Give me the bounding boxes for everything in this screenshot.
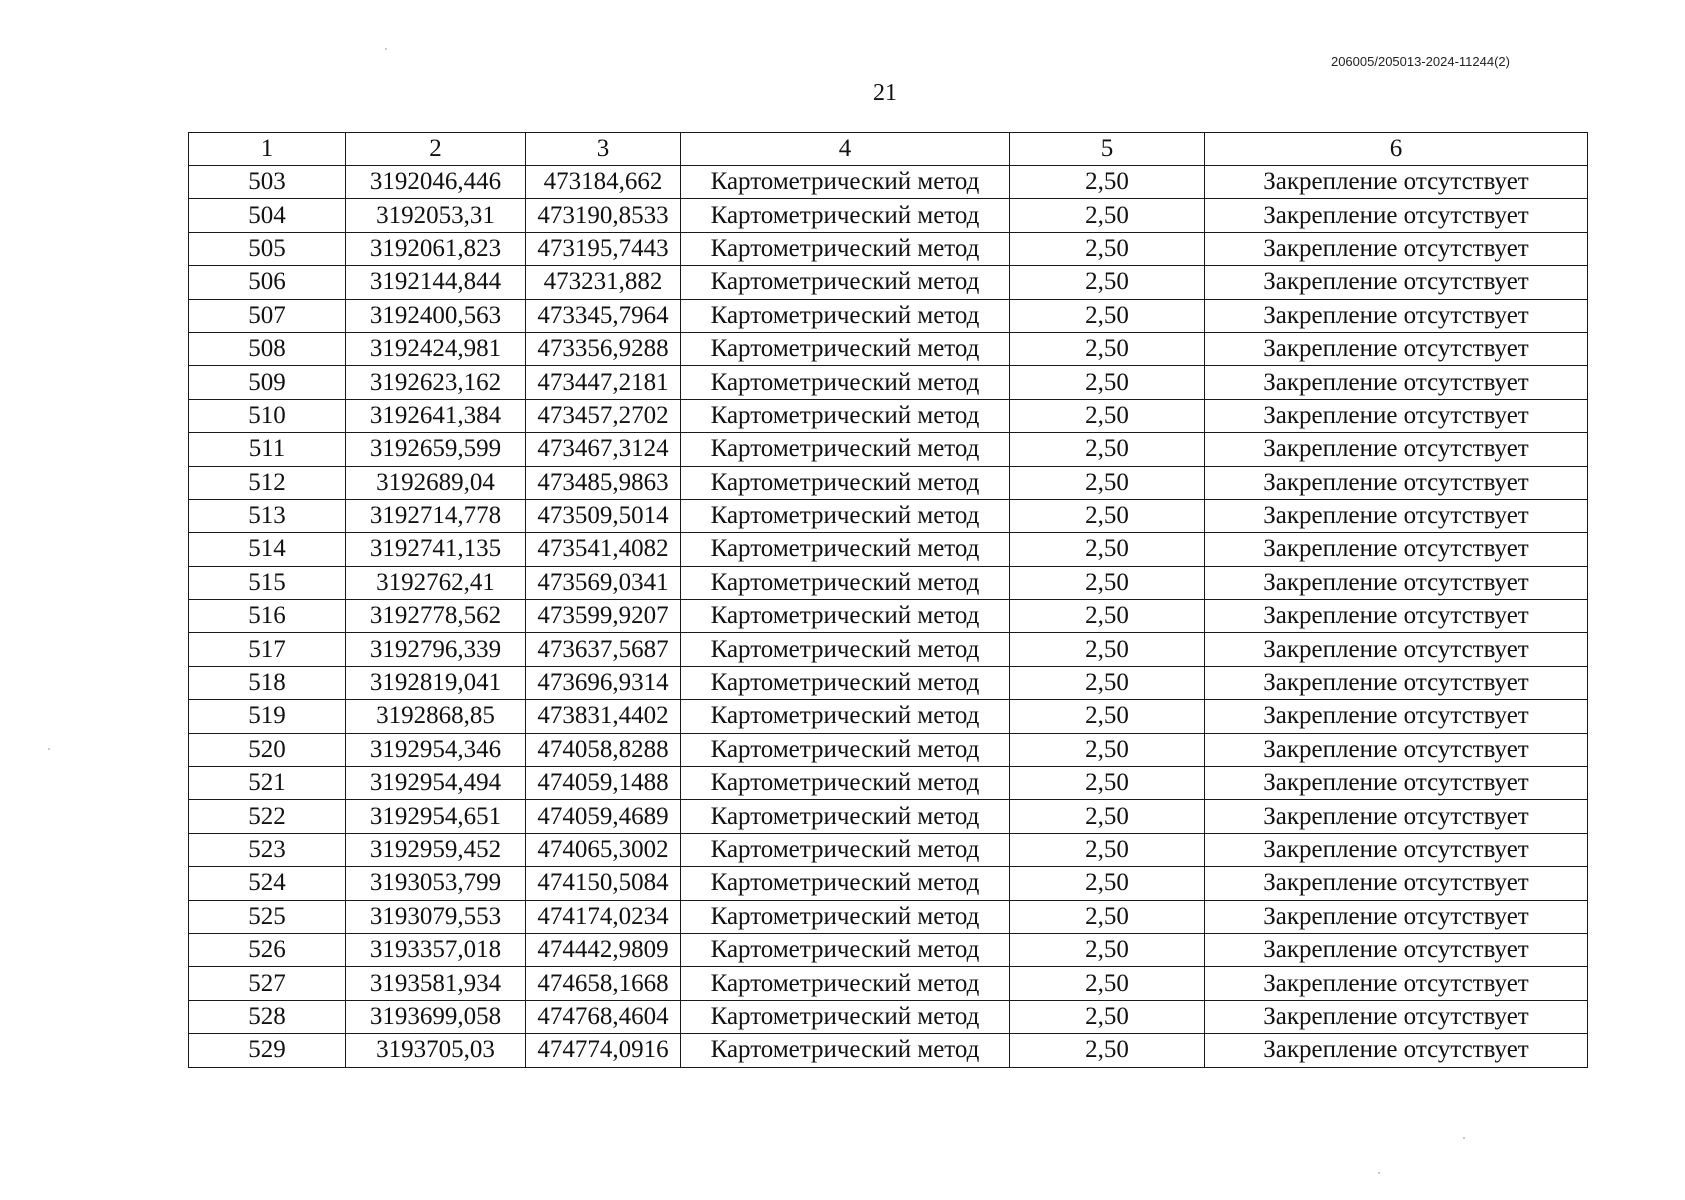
table-row: [189, 166, 1588, 199]
y-coordinate-cell: 474768,4604: [526, 1000, 681, 1033]
method-cell: Картометрический метод: [681, 833, 1010, 866]
method-cell: Картометрический метод: [681, 767, 1010, 800]
x-coordinate-cell: 3192053,31: [346, 199, 526, 232]
x-coordinate-cell: 3192819,041: [346, 666, 526, 699]
precision-cell: 2,50: [1010, 366, 1205, 399]
x-coordinate-cell: 3192796,339: [346, 633, 526, 666]
y-coordinate-cell: 474774,0916: [526, 1034, 681, 1067]
x-coordinate-cell: 3192954,494: [346, 767, 526, 800]
table-row: [189, 733, 1588, 766]
scan-speck: [48, 748, 50, 750]
point-number-cell: 507: [189, 299, 346, 332]
fixing-description-cell: Закрепление отсутствует: [1205, 232, 1588, 265]
precision-cell: 2,50: [1010, 399, 1205, 432]
fixing-description-cell: Закрепление отсутствует: [1205, 399, 1588, 432]
precision-cell: 2,50: [1010, 666, 1205, 699]
column-header: 3: [526, 133, 681, 166]
precision-cell: 2,50: [1010, 1034, 1205, 1067]
method-cell: Картометрический метод: [681, 967, 1010, 1000]
y-coordinate-cell: 474058,8288: [526, 733, 681, 766]
x-coordinate-cell: 3193079,553: [346, 900, 526, 933]
point-number-cell: 524: [189, 867, 346, 900]
table-row: [189, 1034, 1588, 1067]
precision-cell: 2,50: [1010, 433, 1205, 466]
x-coordinate-cell: 3193705,03: [346, 1034, 526, 1067]
y-coordinate-cell: 473195,7443: [526, 232, 681, 265]
method-cell: Картометрический метод: [681, 266, 1010, 299]
point-number-cell: 503: [189, 166, 346, 199]
precision-cell: 2,50: [1010, 833, 1205, 866]
point-number-cell: 513: [189, 499, 346, 532]
precision-cell: 2,50: [1010, 533, 1205, 566]
table-row: [189, 700, 1588, 733]
method-cell: Картометрический метод: [681, 466, 1010, 499]
y-coordinate-cell: 473447,2181: [526, 366, 681, 399]
table-row: [189, 266, 1588, 299]
x-coordinate-cell: 3193581,934: [346, 967, 526, 1000]
fixing-description-cell: Закрепление отсутствует: [1205, 633, 1588, 666]
fixing-description-cell: Закрепление отсутствует: [1205, 733, 1588, 766]
point-number-cell: 510: [189, 399, 346, 432]
x-coordinate-cell: 3192400,563: [346, 299, 526, 332]
x-coordinate-cell: 3192714,778: [346, 499, 526, 532]
scan-speck: [385, 48, 387, 50]
y-coordinate-cell: 473599,9207: [526, 600, 681, 633]
method-cell: Картометрический метод: [681, 800, 1010, 833]
table-row: [189, 666, 1588, 699]
precision-cell: 2,50: [1010, 967, 1205, 1000]
table-row: [189, 232, 1588, 265]
table-row: [189, 299, 1588, 332]
precision-cell: 2,50: [1010, 266, 1205, 299]
point-number-cell: 520: [189, 733, 346, 766]
method-cell: Картометрический метод: [681, 867, 1010, 900]
fixing-description-cell: Закрепление отсутствует: [1205, 933, 1588, 966]
y-coordinate-cell: 473541,4082: [526, 533, 681, 566]
fixing-description-cell: Закрепление отсутствует: [1205, 600, 1588, 633]
y-coordinate-cell: 473696,9314: [526, 666, 681, 699]
method-cell: Картометрический метод: [681, 633, 1010, 666]
y-coordinate-cell: 473190,8533: [526, 199, 681, 232]
method-cell: Картометрический метод: [681, 433, 1010, 466]
fixing-description-cell: Закрепление отсутствует: [1205, 366, 1588, 399]
method-cell: Картометрический метод: [681, 232, 1010, 265]
method-cell: Картометрический метод: [681, 1034, 1010, 1067]
method-cell: Картометрический метод: [681, 166, 1010, 199]
point-number-cell: 506: [189, 266, 346, 299]
fixing-description-cell: Закрепление отсутствует: [1205, 299, 1588, 332]
table-row: [189, 199, 1588, 232]
fixing-description-cell: Закрепление отсутствует: [1205, 767, 1588, 800]
y-coordinate-cell: 473184,662: [526, 166, 681, 199]
x-coordinate-cell: 3192424,981: [346, 332, 526, 365]
table-body: [189, 166, 1588, 1068]
table-row: [189, 767, 1588, 800]
y-coordinate-cell: 474174,0234: [526, 900, 681, 933]
fixing-description-cell: Закрепление отсутствует: [1205, 833, 1588, 866]
method-cell: Картометрический метод: [681, 600, 1010, 633]
point-number-cell: 514: [189, 533, 346, 566]
method-cell: Картометрический метод: [681, 900, 1010, 933]
y-coordinate-cell: 473569,0341: [526, 566, 681, 599]
table-row: [189, 633, 1588, 666]
column-header: 6: [1205, 133, 1588, 166]
point-number-cell: 519: [189, 700, 346, 733]
precision-cell: 2,50: [1010, 1000, 1205, 1033]
method-cell: Картометрический метод: [681, 566, 1010, 599]
x-coordinate-cell: 3192868,85: [346, 700, 526, 733]
precision-cell: 2,50: [1010, 900, 1205, 933]
precision-cell: 2,50: [1010, 199, 1205, 232]
point-number-cell: 522: [189, 800, 346, 833]
x-coordinate-cell: 3192762,41: [346, 566, 526, 599]
precision-cell: 2,50: [1010, 466, 1205, 499]
method-cell: Картометрический метод: [681, 666, 1010, 699]
method-cell: Картометрический метод: [681, 332, 1010, 365]
table-header-row: [189, 133, 1588, 166]
precision-cell: 2,50: [1010, 600, 1205, 633]
method-cell: Картометрический метод: [681, 533, 1010, 566]
method-cell: Картометрический метод: [681, 299, 1010, 332]
coordinates-table: [188, 132, 1588, 1068]
point-number-cell: 516: [189, 600, 346, 633]
fixing-description-cell: Закрепление отсутствует: [1205, 800, 1588, 833]
fixing-description-cell: Закрепление отсутствует: [1205, 332, 1588, 365]
fixing-description-cell: Закрепление отсутствует: [1205, 900, 1588, 933]
fixing-description-cell: Закрепление отсутствует: [1205, 166, 1588, 199]
table-row: [189, 833, 1588, 866]
method-cell: Картометрический метод: [681, 700, 1010, 733]
y-coordinate-cell: 474150,5084: [526, 867, 681, 900]
precision-cell: 2,50: [1010, 633, 1205, 666]
point-number-cell: 505: [189, 232, 346, 265]
y-coordinate-cell: 473485,9863: [526, 466, 681, 499]
method-cell: Картометрический метод: [681, 199, 1010, 232]
precision-cell: 2,50: [1010, 767, 1205, 800]
x-coordinate-cell: 3193699,058: [346, 1000, 526, 1033]
table-row: [189, 466, 1588, 499]
fixing-description-cell: Закрепление отсутствует: [1205, 967, 1588, 1000]
method-cell: Картометрический метод: [681, 733, 1010, 766]
x-coordinate-cell: 3192954,651: [346, 800, 526, 833]
x-coordinate-cell: 3192046,446: [346, 166, 526, 199]
x-coordinate-cell: 3192689,04: [346, 466, 526, 499]
table-row: [189, 566, 1588, 599]
point-number-cell: 521: [189, 767, 346, 800]
x-coordinate-cell: 3192659,599: [346, 433, 526, 466]
precision-cell: 2,50: [1010, 166, 1205, 199]
point-number-cell: 504: [189, 199, 346, 232]
y-coordinate-cell: 473356,9288: [526, 332, 681, 365]
table-row: [189, 1000, 1588, 1033]
method-cell: Картометрический метод: [681, 1000, 1010, 1033]
table-row: [189, 533, 1588, 566]
point-number-cell: 528: [189, 1000, 346, 1033]
y-coordinate-cell: 473457,2702: [526, 399, 681, 432]
point-number-cell: 527: [189, 967, 346, 1000]
precision-cell: 2,50: [1010, 733, 1205, 766]
point-number-cell: 515: [189, 566, 346, 599]
x-coordinate-cell: 3193357,018: [346, 933, 526, 966]
x-coordinate-cell: 3192144,844: [346, 266, 526, 299]
column-header: 4: [681, 133, 1010, 166]
point-number-cell: 508: [189, 332, 346, 365]
fixing-description-cell: Закрепление отсутствует: [1205, 433, 1588, 466]
table-row: [189, 967, 1588, 1000]
precision-cell: 2,50: [1010, 933, 1205, 966]
x-coordinate-cell: 3192954,346: [346, 733, 526, 766]
column-header: 2: [346, 133, 526, 166]
point-number-cell: 518: [189, 666, 346, 699]
precision-cell: 2,50: [1010, 499, 1205, 532]
fixing-description-cell: Закрепление отсутствует: [1205, 1000, 1588, 1033]
y-coordinate-cell: 474059,4689: [526, 800, 681, 833]
page-number: 21: [873, 80, 897, 106]
column-header: 5: [1010, 133, 1205, 166]
scan-speck: [1378, 1172, 1380, 1174]
y-coordinate-cell: 473831,4402: [526, 700, 681, 733]
point-number-cell: 517: [189, 633, 346, 666]
point-number-cell: 509: [189, 366, 346, 399]
y-coordinate-cell: 474059,1488: [526, 767, 681, 800]
y-coordinate-cell: 474065,3002: [526, 833, 681, 866]
fixing-description-cell: Закрепление отсутствует: [1205, 566, 1588, 599]
method-cell: Картометрический метод: [681, 933, 1010, 966]
fixing-description-cell: Закрепление отсутствует: [1205, 867, 1588, 900]
table-row: [189, 332, 1588, 365]
fixing-description-cell: Закрепление отсутствует: [1205, 533, 1588, 566]
table-row: [189, 399, 1588, 432]
y-coordinate-cell: 474658,1668: [526, 967, 681, 1000]
table-row: [189, 900, 1588, 933]
table-row: [189, 600, 1588, 633]
y-coordinate-cell: 474442,9809: [526, 933, 681, 966]
fixing-description-cell: Закрепление отсутствует: [1205, 466, 1588, 499]
table-row: [189, 366, 1588, 399]
precision-cell: 2,50: [1010, 867, 1205, 900]
table-row: [189, 867, 1588, 900]
method-cell: Картометрический метод: [681, 366, 1010, 399]
x-coordinate-cell: 3193053,799: [346, 867, 526, 900]
fixing-description-cell: Закрепление отсутствует: [1205, 199, 1588, 232]
y-coordinate-cell: 473509,5014: [526, 499, 681, 532]
precision-cell: 2,50: [1010, 299, 1205, 332]
fixing-description-cell: Закрепление отсутствует: [1205, 1034, 1588, 1067]
y-coordinate-cell: 473231,882: [526, 266, 681, 299]
precision-cell: 2,50: [1010, 332, 1205, 365]
fixing-description-cell: Закрепление отсутствует: [1205, 266, 1588, 299]
fixing-description-cell: Закрепление отсутствует: [1205, 700, 1588, 733]
precision-cell: 2,50: [1010, 700, 1205, 733]
method-cell: Картометрический метод: [681, 399, 1010, 432]
point-number-cell: 529: [189, 1034, 346, 1067]
y-coordinate-cell: 473345,7964: [526, 299, 681, 332]
scan-speck: [1463, 1137, 1465, 1139]
precision-cell: 2,50: [1010, 800, 1205, 833]
document-id: 206005/205013-2024-11244(2): [1330, 54, 1510, 69]
point-number-cell: 511: [189, 433, 346, 466]
x-coordinate-cell: 3192959,452: [346, 833, 526, 866]
table-row: [189, 499, 1588, 532]
point-number-cell: 526: [189, 933, 346, 966]
point-number-cell: 525: [189, 900, 346, 933]
column-header: 1: [189, 133, 346, 166]
x-coordinate-cell: 3192623,162: [346, 366, 526, 399]
x-coordinate-cell: 3192641,384: [346, 399, 526, 432]
method-cell: Картометрический метод: [681, 499, 1010, 532]
precision-cell: 2,50: [1010, 232, 1205, 265]
precision-cell: 2,50: [1010, 566, 1205, 599]
x-coordinate-cell: 3192741,135: [346, 533, 526, 566]
x-coordinate-cell: 3192778,562: [346, 600, 526, 633]
fixing-description-cell: Закрепление отсутствует: [1205, 666, 1588, 699]
table-row: [189, 800, 1588, 833]
table-row: [189, 433, 1588, 466]
point-number-cell: 512: [189, 466, 346, 499]
point-number-cell: 523: [189, 833, 346, 866]
fixing-description-cell: Закрепление отсутствует: [1205, 499, 1588, 532]
y-coordinate-cell: 473637,5687: [526, 633, 681, 666]
table-row: [189, 933, 1588, 966]
y-coordinate-cell: 473467,3124: [526, 433, 681, 466]
x-coordinate-cell: 3192061,823: [346, 232, 526, 265]
